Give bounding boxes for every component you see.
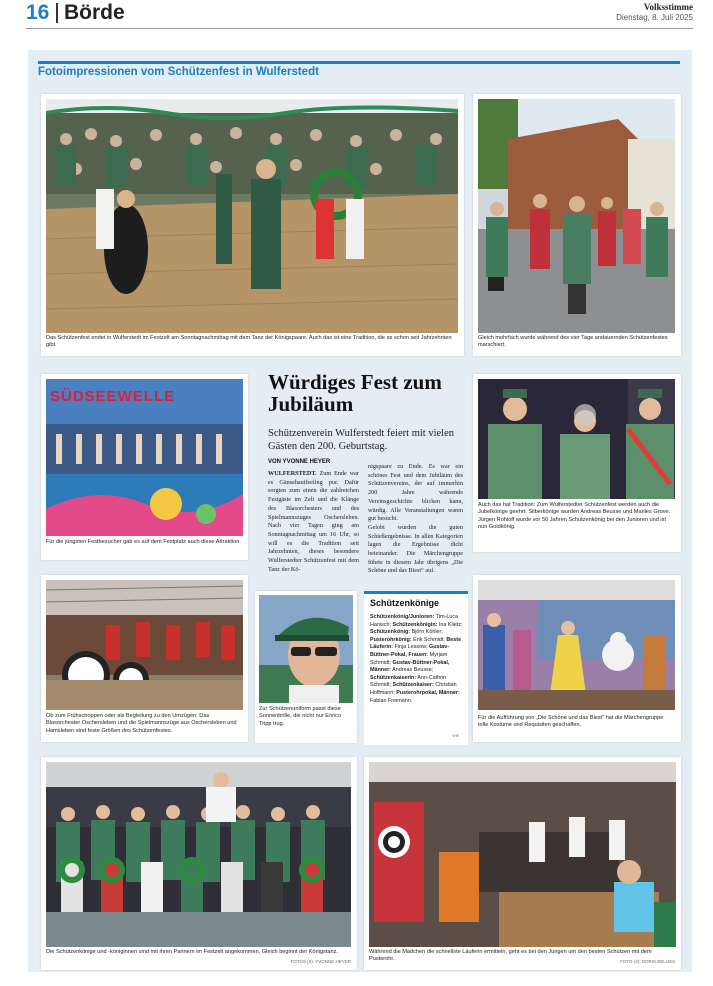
caption-fairytale: Für die Aufführung von „Die Schöne und das Biest“ hat die Märchengruppe tolle Kostüme und Requisiten geschaffen. [478,715,664,729]
photo-march [478,99,675,333]
caption-jubilee: Auch das hat Tradition: Zum Wulferstedter Schützenfest werden auch die Jubelkönige geehrt: Silberkönige wurden Andreas Beusse und Marlies Grove. Jürgen Rohloff wurde vor 50 Jahren Schützenkönig bei den Junioren und ist nun Goldkönig. [478,502,671,531]
photo-band [46,580,243,710]
infobox-entry: Schützenkönigin: Ina Klietz; [392,621,463,628]
infobox-entry: Gustav-Büttner-Pokal, Männer: Andreas Beusse; [370,659,450,674]
article-column-1-text: Zum Ende war es Gänsehautfeeling pur. Dafür sorgten zum einen die zahlreichen Festgäste im Zelt und die Klänge des Blasorchesters und des Spielmannszuges Oschersleben. Nach vier Tagen ging am Sonntagnachmittag um 16 Uhr, so will es die Tradition seit Jahrzehnten, dieses besondere Wulferstedter Schützenfest mit dem Tanz der Kö- [268,470,359,573]
photo-royal-dance [46,99,458,333]
caption-dance: Das Schützenfest endet in Wulferstedt im Festzelt am Sonntagnachmittag mit dem Tanz der Königspaare. Auch das ist eine Tradition, die es schon seit Jahrzehnten gibt. [46,335,452,349]
photo-sunglasses-image [259,595,353,703]
article-column-2: nigspaare zu Ende. Es war ein schönes Fest und dem Jubiläum des Schützenvereins, der auf immerhin 200 Jahre währende Vereinsgeschichte blicken kann, würdig. Alle Veranstaltungen waren gut besucht. Gelobt wurden die guten Schießergebnisse. In allen Kategorien lagen die Ergebnisse dicht beieinander. Die Märchengruppe führte in diesem Jahr übrigens „Die Schöne und das Biest“ auf. [368,463,463,575]
photo-card-jubilee [473,374,681,552]
photo-card-ride [41,374,248,560]
infobox-entry: Schützenkaiser: Christian Hoffmann; [370,682,457,696]
infobox-entry: Gustav-Büttner-Pokal, Frauen: Myrjam Schmidt; [370,644,450,666]
infobox-code: YHE [452,734,460,738]
infobox-entry: Schützenkönig/Junioren: Tim-Luca Hanisch; [370,614,459,628]
section-title: Börde [64,1,125,24]
article-dateline: WULFERSTEDT. [268,470,317,477]
caption-ride: Für die jüngsten Festbesucher gab es auf dem Festplatz auch diese Attraktion. [46,539,241,545]
photo-card-march [473,94,681,356]
infobox-entry: Beste Läuferin: Finja Lessow; [370,636,462,651]
header-separator [56,3,58,23]
photo-sunglasses [259,595,353,703]
infobox-entry: Schützenkaiserin: Ann-Cathrin Schmidt; [370,674,447,689]
photo-card-fairytale [473,575,681,742]
newspaper-name: Volksstimme [643,2,693,12]
infobox-entry: Pusterohrpokal, Männer: Fabian Freimann. [370,689,460,704]
photo-group-image [46,762,351,947]
header-rule [26,28,693,29]
caption-march: Gleich mehrfach wurde während des vier Tage andauernden Schützenfestes marschiert. [478,335,668,349]
photo-band-image [46,580,243,710]
article-author: VON YVONNE HEYER [268,459,331,465]
photo-blowpipe-image [369,762,676,947]
credit-blowpipe: FOTO (4): DORIS BELUSS [620,959,675,964]
issue-date: Dienstag, 8. Juli 2025 [616,13,693,22]
photo-blowpipe [369,762,676,947]
photo-fairytale-image [478,580,675,710]
caption-group: Die Schützenkönige und -königinnen sind mit ihren Pannern im Festzelt angekommen. Gleich beginnt der Königstanz. [46,949,338,955]
gallery-band [38,61,680,64]
article-column-1 [268,470,359,574]
photo-royal-dance-image [46,99,458,333]
photo-card-blowpipe [364,757,681,970]
photo-card-dance [41,94,464,356]
credit-group: FOTOS (6): YVONNE HEYER [290,959,351,964]
article-headline: Würdiges Fest zum Jubiläum [268,370,442,416]
photo-march-image [478,99,675,333]
photo-ride [46,379,243,536]
photo-card-group [41,757,357,970]
article-subheadline: Schützenverein Wulferstedt feiert mit vielen Gästen den 200. Geburtstag. [268,428,454,452]
photo-jubilee [478,379,675,499]
infobox-title: Schützenkönige [370,598,440,608]
photo-card-sunglasses [255,591,357,743]
photo-card-band [41,575,248,742]
photo-fairytale [478,580,675,710]
page-number: 16 [26,1,50,24]
infobox-entry: Schützenkönig: Björn Köhler; [370,629,443,636]
infobox-entry: Pusterohrkönig: Erik Schmidt; [370,636,445,643]
infobox-list [370,614,464,705]
photo-jubilee-image [478,379,675,499]
caption-band: Ob zum Frühschoppen oder als Begleitung zu den Umzügen: Das Blasorchester Oschersleben und die Spielmannszüge aus Oschersleben und Hamsleben sind feste Größen des Schützenfestes. [46,713,237,734]
caption-sunglasses: Zur Schützenuniform passt diese Sonnenbrille, die nicht nur Enrico Tripp trug. [259,706,342,727]
ride-sign: SÜDSEEWELLE [50,388,176,405]
photo-group [46,762,351,947]
caption-blowpipe: Während die Mädchen die schnellste Läuferin ermitteln, geht es bei den Jungen um den besten Schützen mit dem Pusterohr. [369,949,652,963]
gallery-title: Fotoimpressionen vom Schützenfest in Wulferstedt [38,66,319,78]
